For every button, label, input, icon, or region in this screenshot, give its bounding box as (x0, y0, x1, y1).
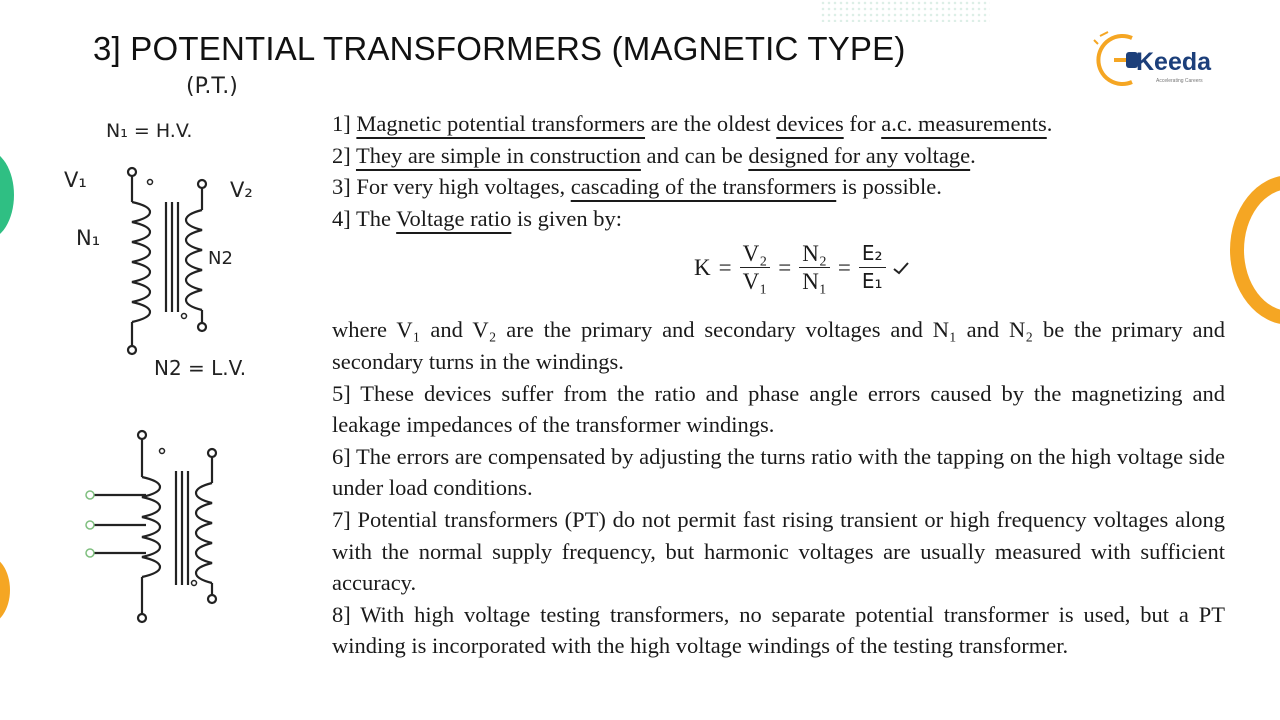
decor-yellow-shape-left (0, 555, 10, 625)
underlined-phrase: They are simple in construction (355, 142, 641, 168)
point-6: 6] The errors are compensated by adjusting the turns ratio with the tapping on the high voltage side under load conditions. (332, 443, 1225, 501)
formula-equals: = (837, 255, 851, 281)
annotation-v1: V₁ (64, 168, 87, 192)
decor-green-shape (0, 150, 14, 240)
fraction-n2-n1: $\frac{\text{N₂}}{\text{N₁}}$ (799, 240, 830, 295)
voltage-ratio-formula (694, 240, 910, 295)
annotation-v2: V₂ (230, 178, 253, 202)
formula-k: K (694, 255, 711, 281)
annotation-n1: N₁ (76, 226, 101, 250)
underlined-phrase: devices (776, 111, 844, 136)
point-1: 1] Magnetic potential transformers are the oldest devices for a.c. measurements. (332, 111, 1053, 136)
annotation-n1-hv: N₁ = H.V. (106, 120, 193, 142)
logo-tagline: Accelerating Careers (1156, 78, 1203, 84)
formula-equals: = (778, 255, 792, 281)
underlined-phrase: a.c. measurements (881, 111, 1047, 136)
formula-equals: = (718, 255, 732, 281)
point-2: 2] They are simple in construction and can be designed for any voltage. (332, 142, 976, 168)
underlined-phrase: Magnetic potential transformers (356, 111, 646, 136)
point-7: 7] Potential transformers (PT) do not permit fast rising transient or high frequency voltages along with the normal supply frequency, but harmonic voltages are usually measured with sufficient accuracy. (332, 506, 1225, 596)
content-body (332, 108, 1225, 662)
where-paragraph: where V₁ and V₂ are the primary and secondary voltages and N₁ and N₂ be the primary and secondary turns in the windings. (332, 317, 1225, 374)
underlined-phrase: Voltage ratio (396, 205, 512, 231)
annotation-n2-lv: N2 = L.V. (154, 356, 247, 380)
annotation-pt: (P.T.) (186, 74, 238, 99)
logo-text: Keeda (1136, 48, 1212, 76)
decor-yellow-ring-right (1230, 175, 1280, 325)
voltage-ratio-formula-line (332, 234, 1225, 314)
fraction-v2-v1: $\frac{\text{V₂}}{\text{V₁}}$ (740, 240, 771, 295)
fraction-e2-e1-handwritten: $\frac{\text{E₂}}{\text{E₁}}$ (859, 240, 886, 295)
point-4: 4] The Voltage ratio is given by: (332, 205, 622, 231)
underlined-phrase: cascading of the transformers (570, 174, 837, 200)
annotation-n2: N2 (208, 248, 233, 269)
transformer-diagram-2 (80, 425, 230, 630)
page-title: 3] POTENTIAL TRANSFORMERS (MAGNETIC TYPE) (93, 30, 906, 67)
ekeeda-logo (1092, 28, 1232, 90)
point-5: 5] These devices suffer from the ratio and phase angle errors caused by the magnetizing and leakage impedances of the transformer windings. (332, 380, 1225, 438)
point-3: 3] For very high voltages, cascading of the transformers is possible. (332, 174, 942, 200)
checkmark-icon (892, 261, 910, 275)
transformer-diagram-1 (110, 160, 230, 360)
underlined-phrase: designed for any voltage (748, 142, 971, 168)
point-8: 8] With high voltage testing transformers, no separate potential transformer is used, but a PT winding is incorporated with the high voltage windings of the testing transformer. (332, 601, 1225, 659)
decor-dot-pattern (820, 0, 990, 22)
